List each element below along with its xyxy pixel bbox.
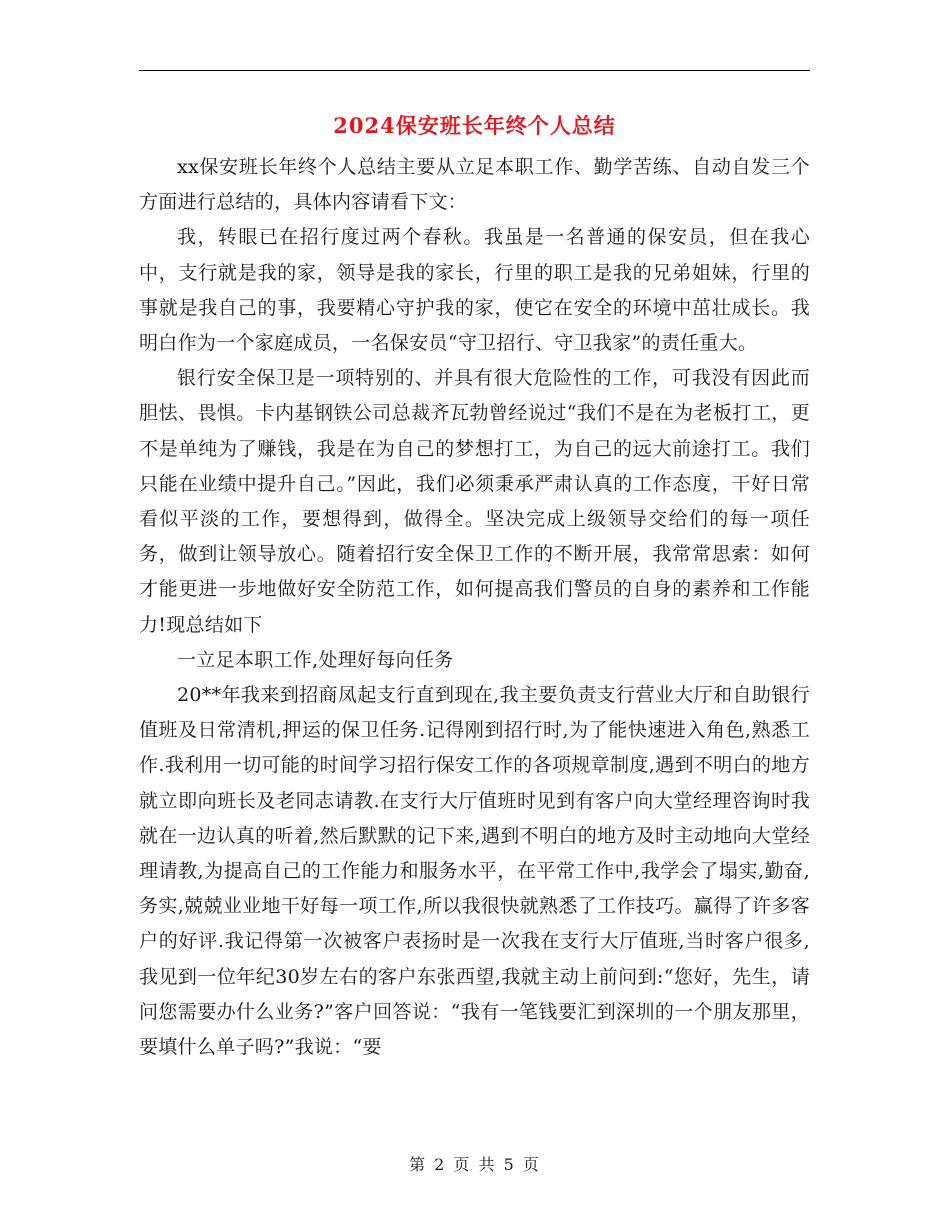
paragraph: 20**年我来到招商凤起支行直到现在,我主要负责支行营业大厅和自助银行值班及日常清机,押运的保卫任务.记得刚到招行时,为了能快速进入角色,熟悉工作.我利用一切可能的时间学习招行保安工作的各项规章制度,遇到不明白的地方就立即向班长及老同志请教.在支行大厅值班时见到有客户向大堂经理咨询时我就在一边认真的听着,然后默默的记下来,遇到不明白的地方及时主动地向大堂经理请教,为提高自己的工作能力和服务水平，在平常工作中,我学会了塌实,勤奋,务实,兢兢业业地干好每一项工作,所以我很快就熟悉了工作技巧。赢得了许多客户的好评.我记得第一次被客户表扬时是一次我在支行大厅值班,当时客户很多,我见到一位年纪30岁左右的客户东张西望,我就主动上前问到:“您好，先生，请问您需要办什么业务?”客户回答说：“我有一笔钱要汇到深圳的一个朋友那里，要填什么单子吗?”我说：“要 [139,684,810,1059]
paragraph: 我，转眼已在招行度过两个春秋。我虽是一名普通的保安员，但在我心中，支行就是我的家，领导是我的家长，行里的职工是我的兄弟姐妹，行里的事就是我自己的事，我要精心守护我的家，使它在安全的环境中茁壮成长。我明白作为一个家庭成员，一名保安员“守卫招行、守卫我家”的责任重大。 [139,226,810,355]
header-divider [139,70,810,71]
paragraph: 银行安全保卫是一项特别的、并具有很大危险性的工作，可我没有因此而胆怯、畏惧。卡内基钢铁公司总裁齐瓦勃曾经说过“我们不是在为老板打工，更不是单纯为了赚钱，我是在为自己的梦想打工，为自己的远大前途打工。我们只能在业绩中提升自己。”因此，我们必须秉承严肃认真的工作态度，干好日常看似平淡的工作，要想得到，做得全。坚决完成上级领导交给们的每一项任务，做到让领导放心。随着招行安全保卫工作的不断开展，我常常思索：如何才能更进一步地做好安全防范工作，如何提高我们警员的自身的素养和工作能力!现总结如下 [139,367,810,636]
section-heading: 一立足本职工作,处理好每向任务 [177,648,454,671]
document-body [139,150,810,1065]
page-number-footer: 第 2 页 共 5 页 [409,1155,541,1174]
document-title: 2024保安班长年终个人总结 [333,113,616,138]
paragraph: xx保安班长年终个人总结主要从立足本职工作、勤学苦练、自动自发三个方面进行总结的，具体内容请看下文： [139,156,810,214]
